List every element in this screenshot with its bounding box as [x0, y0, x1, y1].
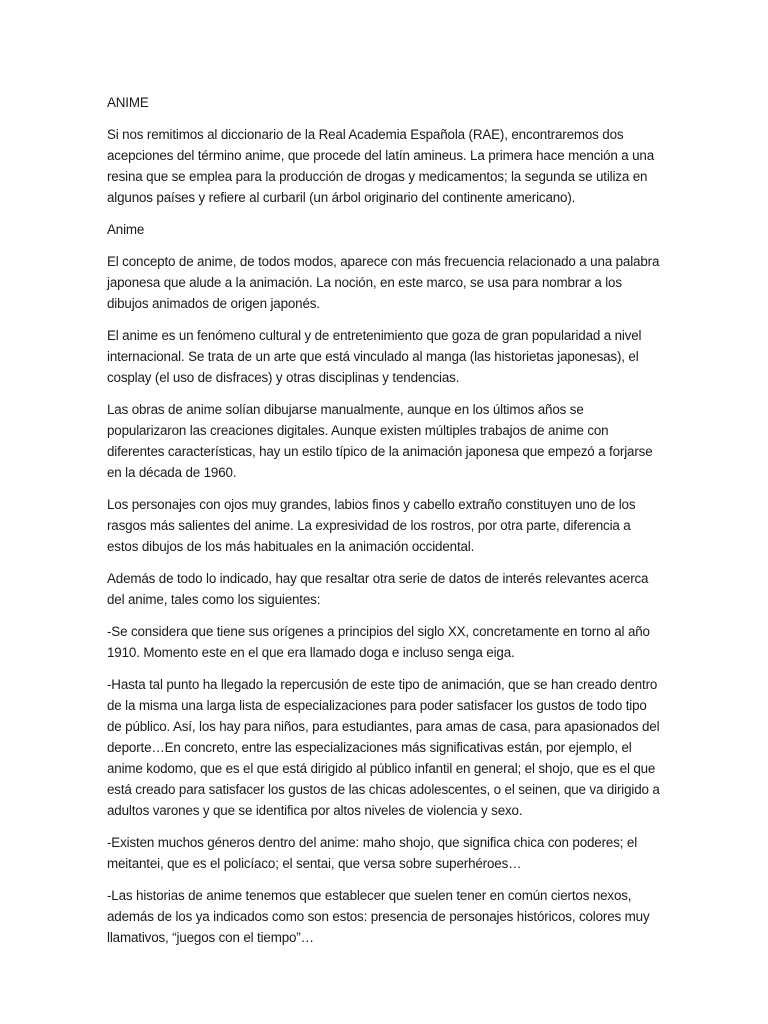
paragraph: Las obras de anime solían dibujarse manualmente, aunque en los últimos años se popularizaron las creaciones digitales. Aunque existen múltiples trabajos de anime con diferentes características, hay un estilo típico de la animación japonesa que empezó a forjarse en la década de 1960. [107, 402, 653, 480]
paragraph-intro: Si nos remitimos al diccionario de la Real Academia Española (RAE), encontraremos dos acepciones del término anime, que procede del latín amineus. La primera hace mención a una resina que se emplea para la producción de drogas y medicamentos; la segunda se utiliza en algunos países y refiere al curbaril (un árbol originario del continente americano). [107, 127, 655, 205]
paragraph: El concepto de anime, de todos modos, aparece con más frecuencia relacionado a una palabra japonesa que alude a la animación. La noción, en este marco, se usa para nombrar a los dibujos animados de origen japonés. [107, 254, 660, 311]
list-item-paragraph: -Hasta tal punto ha llegado la repercusión de este tipo de animación, que se han creado dentro de la misma una larga lista de especializaciones para poder satisfacer los gustos de todo tipo de público. Así, los hay para niños, para estudiantes, para amas de casa, para apasionados del deporte…En concreto, entre las especializaciones más significativas están, por ejemplo, el anime kodomo, que es el que está dirigido al público infantil en general; el shojo, que es el que está creado para satisfacer los gustos de las chicas adolescentes, o el seinen, que va dirigido a adultos varones y que se identifica por altos niveles de violencia y sexo. [107, 677, 660, 818]
paragraph: Además de todo lo indicado, hay que resaltar otra serie de datos de interés relevantes acerca del anime, tales como los siguientes: [107, 571, 649, 607]
document-title: ANIME [107, 95, 149, 110]
document-body [107, 92, 663, 959]
list-item-paragraph: -Se considera que tiene sus orígenes a principios del siglo XX, concretamente en torno al año 1910. Momento este en el que era llamado doga e incluso senga eiga. [107, 624, 650, 660]
list-item-paragraph: -Las historias de anime tenemos que establecer que suelen tener en común ciertos nexos, además de los ya indicados como son estos: presencia de personajes históricos, colores muy llamativos, “juegos con el tiempo”… [107, 888, 650, 945]
list-item-paragraph: -Existen muchos géneros dentro del anime: maho shojo, que significa chica con poderes; el meitantei, que es el policíaco; el sentai, que versa sobre superhéroes… [107, 835, 638, 871]
section-heading: Anime [107, 222, 145, 237]
paragraph: Los personajes con ojos muy grandes, labios finos y cabello extraño constituyen uno de los rasgos más salientes del anime. La expresividad de los rostros, por otra parte, diferencia a estos dibujos de los más habituales en la animación occidental. [107, 497, 636, 554]
paragraph: El anime es un fenómeno cultural y de entretenimiento que goza de gran popularidad a nivel internacional. Se trata de un arte que está vinculado al manga (las historietas japonesas), el cosplay (el uso de disfraces) y otras disciplinas y tendencias. [107, 328, 642, 385]
